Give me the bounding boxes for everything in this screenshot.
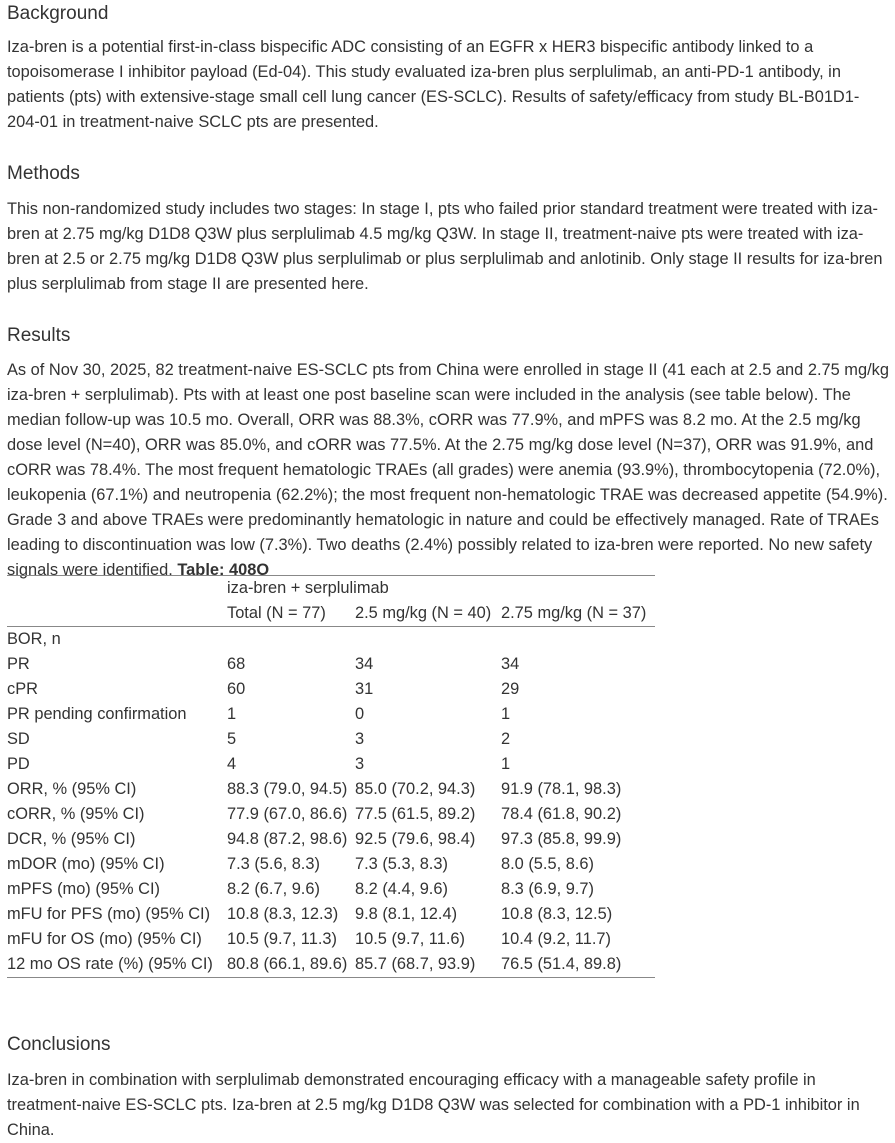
table-cell: 0 bbox=[355, 705, 365, 723]
table-cell: 34 bbox=[355, 655, 374, 673]
table-group-header-row bbox=[7, 576, 655, 602]
col-header-total: Total (N = 77) bbox=[227, 601, 355, 627]
table-cell: 8.0 (5.5, 8.6) bbox=[501, 855, 594, 873]
table-cell: 10.5 (9.7, 11.3) bbox=[227, 930, 337, 948]
table-row-label: ORR, % (95% CI) bbox=[7, 780, 137, 798]
table-cell: 8.2 (6.7, 9.6) bbox=[227, 880, 320, 898]
table-cell: 31 bbox=[355, 680, 374, 698]
table-row-label: PR bbox=[7, 655, 30, 673]
table-cell: 34 bbox=[501, 655, 520, 673]
table-row-label: PR pending confirmation bbox=[7, 705, 187, 723]
table-cell: 8.2 (4.4, 9.6) bbox=[355, 880, 448, 898]
table-cell bbox=[227, 627, 355, 653]
table-row bbox=[7, 802, 655, 827]
table-cell: 1 bbox=[501, 755, 511, 773]
table-group-header: iza-bren + serplulimab bbox=[227, 579, 389, 597]
table-cell: 29 bbox=[501, 680, 520, 698]
results-table bbox=[7, 575, 655, 978]
conclusions-text: Iza-bren in combination with serplulimab demonstrated encouraging efficacy with a manageable safety profile in treatment-naive ES-SCLC pts. Iza-bren at 2.5 mg/kg D1D8 Q3W was selected for combination with a PD-1 inhibitor in China. bbox=[7, 1071, 860, 1139]
table-row bbox=[7, 952, 655, 978]
table-row bbox=[7, 827, 655, 852]
table-cell: 5 bbox=[227, 730, 237, 748]
table-cell: 88.3 (79.0, 94.5) bbox=[227, 780, 348, 798]
table-cell: 97.3 (85.8, 99.9) bbox=[501, 830, 622, 848]
table-cell bbox=[501, 627, 655, 653]
table-row-label: mDOR (mo) (95% CI) bbox=[7, 855, 165, 873]
table-cell: 10.8 (8.3, 12.5) bbox=[501, 905, 613, 923]
table-row bbox=[7, 752, 655, 777]
table-cell: 3 bbox=[355, 730, 365, 748]
table-row bbox=[7, 627, 655, 653]
table-cell: 7.3 (5.3, 8.3) bbox=[355, 855, 448, 873]
background-heading: Background bbox=[7, 3, 109, 24]
table-corner-cell bbox=[7, 576, 227, 602]
table-cell: 80.8 (66.1, 89.6) bbox=[227, 955, 348, 973]
results-heading: Results bbox=[7, 325, 71, 346]
table-row-label: mFU for OS (mo) (95% CI) bbox=[7, 930, 202, 948]
table-cell: 1 bbox=[227, 705, 237, 723]
table-cell: 1 bbox=[501, 705, 511, 723]
table-row bbox=[7, 852, 655, 877]
table-row-label: mPFS (mo) (95% CI) bbox=[7, 880, 160, 898]
results-text bbox=[7, 358, 892, 583]
col-header-2-5: 2.5 mg/kg (N = 40) bbox=[355, 601, 501, 627]
conclusions-heading: Conclusions bbox=[7, 1034, 111, 1055]
table-cell: 10.4 (9.2, 11.7) bbox=[501, 930, 611, 948]
table-row-label: 12 mo OS rate (%) (95% CI) bbox=[7, 955, 213, 973]
table-row bbox=[7, 702, 655, 727]
table-cell: 7.3 (5.6, 8.3) bbox=[227, 855, 320, 873]
col-header-2-75: 2.75 mg/kg (N = 37) bbox=[501, 601, 655, 627]
table-cell: 68 bbox=[227, 655, 246, 673]
table-cell: 77.9 (67.0, 86.6) bbox=[227, 805, 348, 823]
table-cell: 8.3 (6.9, 9.7) bbox=[501, 880, 594, 898]
table-cell: 60 bbox=[227, 680, 246, 698]
table-label: Table: 408O bbox=[177, 561, 270, 579]
table-row bbox=[7, 727, 655, 752]
table-row-label: cORR, % (95% CI) bbox=[7, 805, 145, 823]
table-cell: 4 bbox=[227, 755, 237, 773]
table-row bbox=[7, 652, 655, 677]
table-cell: 2 bbox=[501, 730, 511, 748]
table-cell: 91.9 (78.1, 98.3) bbox=[501, 780, 622, 798]
table-cell: 92.5 (79.6, 98.4) bbox=[355, 830, 476, 848]
table-cell: 77.5 (61.5, 89.2) bbox=[355, 805, 476, 823]
table-cell: 94.8 (87.2, 98.6) bbox=[227, 830, 348, 848]
methods-text: This non-randomized study includes two stages: In stage I, pts who failed prior standard treatment were treated with iza-bren at 2.75 mg/kg D1D8 Q3W plus serplulimab 4.5 mg/kg Q3W. In stage II, treatment-naive pts were treated with iza-bren at 2.5 or 2.75 mg/kg D1D8 Q3W plus serplulimab or plus serplulimab and anlotinib. Only stage II results for iza-bren plus serplulimab from stage II are presented here. bbox=[7, 200, 883, 293]
table-cell: 10.5 (9.7, 11.6) bbox=[355, 930, 465, 948]
table-row-label: PD bbox=[7, 755, 30, 773]
table-row bbox=[7, 777, 655, 802]
table-cell: 85.0 (70.2, 94.3) bbox=[355, 780, 476, 798]
table-cell: 76.5 (51.4, 89.8) bbox=[501, 955, 622, 973]
table-row bbox=[7, 877, 655, 902]
table-cell: 78.4 (61.8, 90.2) bbox=[501, 805, 622, 823]
methods-heading: Methods bbox=[7, 163, 80, 184]
table-row-label: cPR bbox=[7, 680, 38, 698]
table-cell: 85.7 (68.7, 93.9) bbox=[355, 955, 476, 973]
table-cell: 3 bbox=[355, 755, 365, 773]
background-text: Iza-bren is a potential first-in-class bispecific ADC consisting of an EGFR x HER3 bispecific antibody linked to a topoisomerase I inhibitor payload (Ed-04). This study evaluated iza-bren plus serplulimab, an anti-PD-1 antibody, in patients (pts) with extensive-stage small cell lung cancer (ES-SCLC). Results of safety/efficacy from study BL-B01D1-204-01 in treatment-naive SCLC pts are presented. bbox=[7, 38, 860, 131]
results-body: As of Nov 30, 2025, 82 treatment-naive ES-SCLC pts from China were enrolled in stage II (41 each at 2.5 and 2.75 mg/kg iza-bren + serplulimab). Pts with at least one post baseline scan were included in the analysis (see table below). The median follow-up was 10.5 mo. Overall, ORR was 88.3%, cORR was 77.9%, and mPFS was 8.2 mo. At the 2.5 mg/kg dose level (N=40), ORR was 85.0%, and cORR was 77.5%. At the 2.75 mg/kg dose level (N=37), ORR was 91.9%, and cORR was 78.4%. The most frequent hematologic TRAEs (all grades) were anemia (93.9%), thrombocytopenia (72.0%), leukopenia (67.1%) and neutropenia (62.2%); the most frequent non-hematologic TRAE was decreased appetite (54.9%). Grade 3 and above TRAEs were predominantly hematologic in nature and could be effectively managed. Rate of TRAEs leading to discontinuation was low (7.3%). Two deaths (2.4%) possibly related to iza-bren were reported. No new safety signals were identified. bbox=[7, 361, 889, 579]
table-row-label: DCR, % (95% CI) bbox=[7, 830, 136, 848]
table-row bbox=[7, 677, 655, 702]
table-row-label: mFU for PFS (mo) (95% CI) bbox=[7, 905, 211, 923]
table-cell: 10.8 (8.3, 12.3) bbox=[227, 905, 339, 923]
table-cell bbox=[355, 627, 501, 653]
table-row-label: SD bbox=[7, 730, 30, 748]
table-row bbox=[7, 902, 655, 927]
table-row bbox=[7, 927, 655, 952]
table-cell: 9.8 (8.1, 12.4) bbox=[355, 905, 458, 923]
table-row-label: BOR, n bbox=[7, 630, 61, 648]
table-column-header-row bbox=[7, 601, 655, 627]
table-corner-cell bbox=[7, 601, 227, 627]
